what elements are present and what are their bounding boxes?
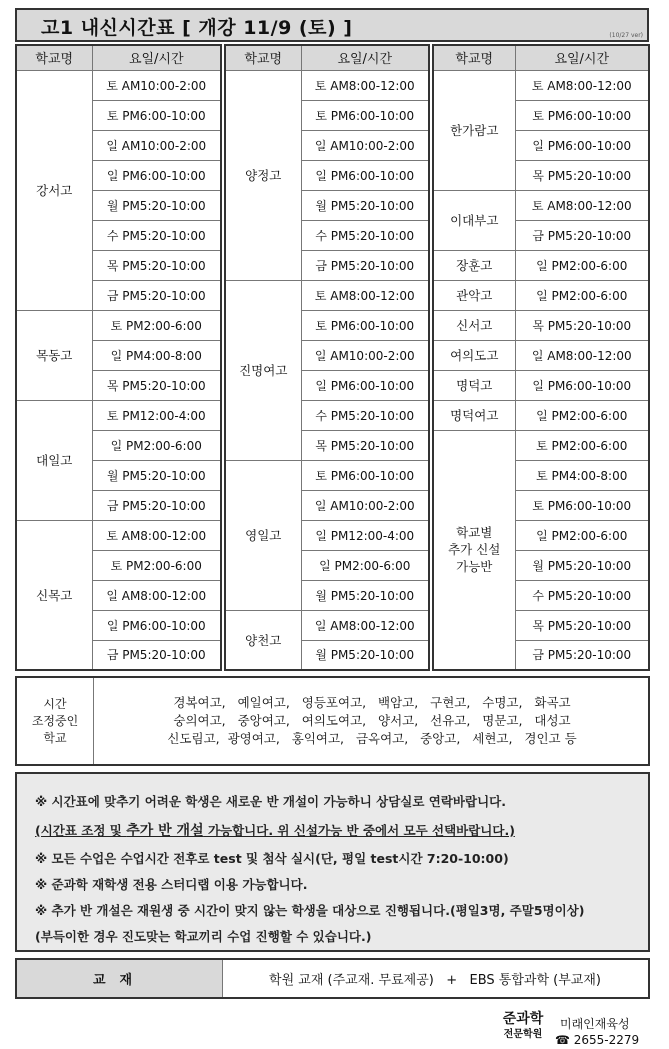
academy-logo xyxy=(498,1012,548,1046)
time-slot: 일 PM6:00-10:00 xyxy=(301,370,429,400)
school-name: 신목고 xyxy=(16,520,92,670)
note-3: ※ 모든 수업은 수업시간 전후로 test 및 첨삭 실시(단, 평일 test시간 7:20-10:00) xyxy=(35,851,509,866)
time-slot: 수 PM5:20-10:00 xyxy=(515,580,649,610)
time-slot: 월 PM5:20-10:00 xyxy=(92,460,221,490)
pending-schools-box xyxy=(15,676,650,766)
page-title: 고1 내신시간표 [ 개강 11/9 (토) ] xyxy=(41,17,353,39)
time-slot: 목 PM5:20-10:00 xyxy=(515,160,649,190)
time-slot: 일 PM12:00-4:00 xyxy=(301,520,429,550)
pending-line: 경복여고, 예일여고, 영등포여고, 백암고, 구현고, 수명고, 화곡고 xyxy=(173,695,571,710)
time-slot: 토 PM4:00-8:00 xyxy=(515,460,649,490)
time-slot: 금 PM5:20-10:00 xyxy=(515,220,649,250)
school-name: 학교별 추가 신설 가능반 xyxy=(433,430,515,670)
pending-school-list xyxy=(97,694,647,748)
time-slot: 일 AM8:00-12:00 xyxy=(92,580,221,610)
school-name: 양천고 xyxy=(225,610,301,670)
time-slot: 월 PM5:20-10:00 xyxy=(515,550,649,580)
time-slot: 토 PM6:00-10:00 xyxy=(301,310,429,340)
time-slot: 목 PM5:20-10:00 xyxy=(515,610,649,640)
time-slot: 목 PM5:20-10:00 xyxy=(92,250,221,280)
time-slot: 일 AM10:00-2:00 xyxy=(301,490,429,520)
time-slot: 월 PM5:20-10:00 xyxy=(301,640,429,670)
schedule-row xyxy=(433,430,649,460)
time-slot: 일 PM2:00-6:00 xyxy=(515,250,649,280)
time-slot: 일 AM8:00-12:00 xyxy=(301,610,429,640)
school-name: 한가람고 xyxy=(433,70,515,190)
schedule-row xyxy=(433,280,649,310)
phone-number: ☎ 2655-2279 xyxy=(555,1033,640,1047)
school-name: 관악고 xyxy=(433,280,515,310)
time-slot: 목 PM5:20-10:00 xyxy=(515,310,649,340)
header-time: 요일/시간 xyxy=(301,45,429,70)
textbook-label: 교재 xyxy=(17,960,223,997)
time-slot: 토 PM2:00-6:00 xyxy=(92,550,221,580)
time-slot: 금 PM5:20-10:00 xyxy=(515,640,649,670)
textbook-row xyxy=(15,958,650,999)
schedule-table-1 xyxy=(15,44,222,671)
note-2 xyxy=(35,820,515,840)
time-slot: 월 PM5:20-10:00 xyxy=(301,580,429,610)
school-name: 명덕여고 xyxy=(433,400,515,430)
schedule-row xyxy=(16,310,221,340)
schedule-row xyxy=(225,460,429,490)
time-slot: 토 AM10:00-2:00 xyxy=(92,70,221,100)
time-slot: 토 PM6:00-10:00 xyxy=(92,100,221,130)
time-slot: 일 PM4:00-8:00 xyxy=(92,340,221,370)
pending-label-text: 시간 조정중인 학교 xyxy=(31,696,79,745)
time-slot: 토 AM8:00-12:00 xyxy=(515,190,649,220)
note-5: ※ 추가 반 개설은 재원생 중 시간이 맞지 않는 학생을 대상으로 진행됩니다.(평일3명, 주말5명이상) xyxy=(35,903,585,918)
schedule-row xyxy=(225,610,429,640)
time-slot: 월 PM5:20-10:00 xyxy=(92,190,221,220)
logo-line-1: 준과학 xyxy=(502,1011,544,1027)
time-slot: 토 PM12:00-4:00 xyxy=(92,400,221,430)
schedule-table-2 xyxy=(224,44,430,671)
school-name: 양정고 xyxy=(225,70,301,280)
school-name: 목동고 xyxy=(16,310,92,400)
schedule-row xyxy=(225,70,429,100)
schedule-row xyxy=(433,370,649,400)
header-time: 요일/시간 xyxy=(515,45,649,70)
time-slot: 목 PM5:20-10:00 xyxy=(92,370,221,400)
time-slot: 일 PM6:00-10:00 xyxy=(92,160,221,190)
school-name: 진명여고 xyxy=(225,280,301,460)
time-slot: 일 PM6:00-10:00 xyxy=(92,610,221,640)
pending-line: 신도림고, 광영여고, 홍익여고, 금옥여고, 중앙고, 세현고, 경인고 등 xyxy=(167,731,577,746)
time-slot: 토 PM6:00-10:00 xyxy=(515,100,649,130)
schedule-row xyxy=(433,70,649,100)
time-slot: 수 PM5:20-10:00 xyxy=(92,220,221,250)
schedule-row xyxy=(433,340,649,370)
note-1: ※ 시간표에 맞추기 어려운 학생은 새로운 반 개설이 가능하니 상담실로 연락바랍니다. xyxy=(35,794,506,809)
time-slot: 토 AM8:00-12:00 xyxy=(515,70,649,100)
time-slot: 일 AM10:00-2:00 xyxy=(92,130,221,160)
schedule-row xyxy=(16,520,221,550)
time-slot: 월 PM5:20-10:00 xyxy=(301,190,429,220)
schedule-row xyxy=(433,250,649,280)
time-slot: 일 PM2:00-6:00 xyxy=(92,430,221,460)
time-slot: 일 AM10:00-2:00 xyxy=(301,340,429,370)
time-slot: 일 PM6:00-10:00 xyxy=(301,160,429,190)
time-slot: 금 PM5:20-10:00 xyxy=(92,640,221,670)
pending-line: 숭의여고, 중앙여고, 여의도여고, 양서고, 선유고, 명문고, 대성고 xyxy=(173,713,571,728)
time-slot: 토 PM6:00-10:00 xyxy=(301,100,429,130)
school-name: 영일고 xyxy=(225,460,301,610)
time-slot: 토 PM2:00-6:00 xyxy=(92,310,221,340)
time-slot: 토 PM6:00-10:00 xyxy=(515,490,649,520)
title-bar xyxy=(15,8,649,42)
school-name: 이대부고 xyxy=(433,190,515,250)
time-slot: 토 AM8:00-12:00 xyxy=(301,70,429,100)
time-slot: 금 PM5:20-10:00 xyxy=(92,490,221,520)
notes-box xyxy=(15,772,650,952)
time-slot: 토 AM8:00-12:00 xyxy=(301,280,429,310)
schedule-row xyxy=(433,310,649,340)
time-slot: 일 PM2:00-6:00 xyxy=(515,520,649,550)
schedule-table-3 xyxy=(432,44,650,671)
schedule-row xyxy=(225,280,429,310)
school-name: 여의도고 xyxy=(433,340,515,370)
school-name: 명덕고 xyxy=(433,370,515,400)
academy-slogan: 미래인재육성 xyxy=(560,1017,630,1031)
time-slot: 일 PM6:00-10:00 xyxy=(515,370,649,400)
school-name: 장훈고 xyxy=(433,250,515,280)
schedule-row xyxy=(433,190,649,220)
time-slot: 목 PM5:20-10:00 xyxy=(301,430,429,460)
time-slot: 일 PM2:00-6:00 xyxy=(301,550,429,580)
time-slot: 일 PM2:00-6:00 xyxy=(515,400,649,430)
header-school: 학교명 xyxy=(16,45,92,70)
note-2-emphasis: 추가 반 개설 xyxy=(126,823,204,839)
schedule-row xyxy=(16,70,221,100)
time-slot: 수 PM5:20-10:00 xyxy=(301,400,429,430)
school-name: 신서고 xyxy=(433,310,515,340)
time-slot: 금 PM5:20-10:00 xyxy=(301,250,429,280)
time-slot: 금 PM5:20-10:00 xyxy=(92,280,221,310)
note-2-part: 가능합니다. 위 신설가능 반 중에서 모두 선택바랍니다.) xyxy=(203,823,515,838)
version-label: (10/27 ver) xyxy=(609,32,643,39)
schedule-row xyxy=(16,400,221,430)
time-slot: 토 PM2:00-6:00 xyxy=(515,430,649,460)
header-school: 학교명 xyxy=(433,45,515,70)
note-2-part: (시간표 조정 및 xyxy=(35,823,127,838)
time-slot: 수 PM5:20-10:00 xyxy=(301,220,429,250)
note-6: (부득이한 경우 진도맞는 학교끼리 수업 진행할 수 있습니다.) xyxy=(35,929,372,944)
time-slot: 일 AM10:00-2:00 xyxy=(301,130,429,160)
time-slot: 일 AM8:00-12:00 xyxy=(515,340,649,370)
header-school: 학교명 xyxy=(225,45,301,70)
school-name: 대일고 xyxy=(16,400,92,520)
schedule-row xyxy=(433,400,649,430)
pending-label xyxy=(17,678,94,764)
time-slot: 일 PM2:00-6:00 xyxy=(515,280,649,310)
textbook-content: 학원 교재 (주교재. 무료제공) + EBS 통합과학 (부교재) xyxy=(269,973,601,988)
time-slot: 토 PM6:00-10:00 xyxy=(301,460,429,490)
logo-line-2: 전문학원 xyxy=(503,1029,543,1040)
time-slot: 일 PM6:00-10:00 xyxy=(515,130,649,160)
school-name: 강서고 xyxy=(16,70,92,310)
time-slot: 토 AM8:00-12:00 xyxy=(92,520,221,550)
header-time: 요일/시간 xyxy=(92,45,221,70)
note-4: ※ 준과학 재학생 전용 스터디랩 이용 가능합니다. xyxy=(35,877,308,892)
